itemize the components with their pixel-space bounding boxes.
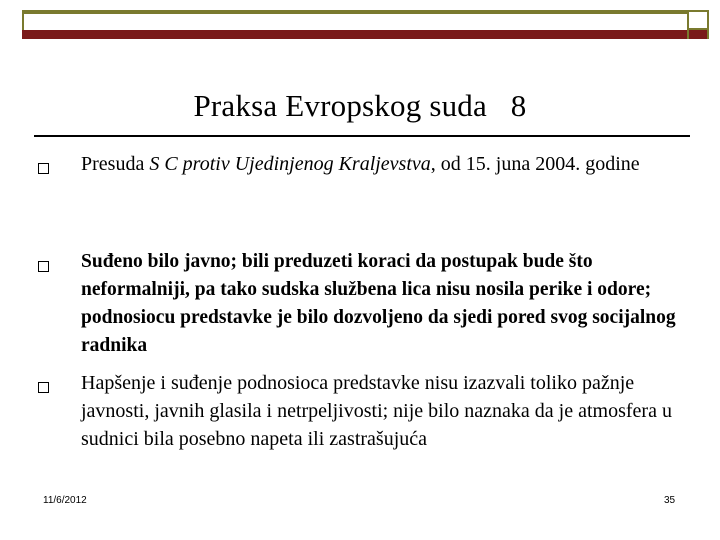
footer-page-number: 35 <box>664 495 676 506</box>
square-bullet-icon <box>38 261 49 272</box>
corner-square-band <box>687 30 709 39</box>
top-decoration-bar <box>22 10 712 40</box>
square-bullet-icon <box>38 163 49 174</box>
bullet-text-plain: , od 15. juna 2004. godine <box>430 153 640 175</box>
bullet-text: Suđeno bilo javno; bili preduzeti koraci da postupak bude što neformalniji, pa tako sudska službena lica nisu nosila perike i odore; podnosiocu predstavke je bilo dozvoljeno da sjedi pored svog socijalnog radnika <box>81 251 676 356</box>
slide-title: Praksa Evropskog suda 8 <box>193 88 527 123</box>
corner-square <box>687 10 709 30</box>
title-divider <box>34 135 690 137</box>
top-dark-band <box>22 30 687 39</box>
bullet-text-plain: Presuda <box>81 153 150 175</box>
bullet-text-italic: S C protiv Ujedinjenog Kraljevstva <box>149 153 431 175</box>
bullet-text <box>81 150 686 178</box>
top-olive-line <box>22 10 687 30</box>
footer-date: 11/6/2012 <box>43 495 87 506</box>
square-bullet-icon <box>38 382 49 393</box>
bullet-text: Hapšenje i suđenje podnosioca predstavke nisu izazvali toliko pažnje javnosti, javnih glasila i netrpeljivosti; nije bilo naznaka da je atmosfera u sudnici bila posebno napeta ili zastrašujuća <box>81 372 672 450</box>
